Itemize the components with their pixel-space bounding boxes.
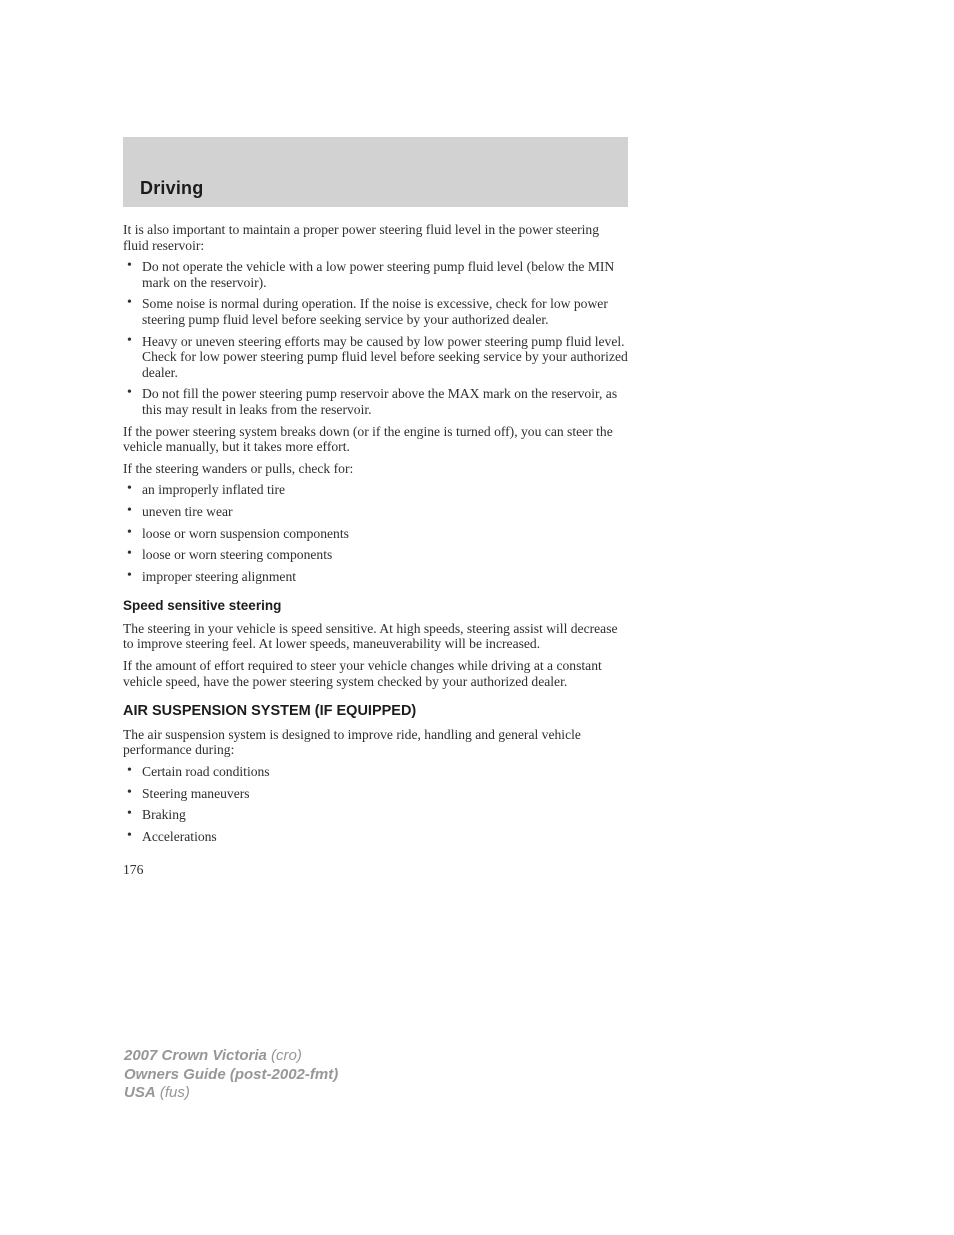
paragraph-breakdown: If the power steering system breaks down (or if the engine is turned off), you can steer the vehicle manually, but it takes more effort. <box>123 423 613 455</box>
bullet-list-wander-causes <box>123 482 628 584</box>
footer-model-code: (cro) <box>271 1047 302 1064</box>
list-item: • an improperly inflated tire <box>123 482 628 498</box>
list-item: • Accelerations <box>123 829 628 845</box>
section-title: Driving <box>140 178 204 198</box>
list-item: • Certain road conditions <box>123 764 628 780</box>
bullet-list-power-steering <box>123 259 628 417</box>
list-item: • loose or worn suspension components <box>123 526 628 542</box>
footer-region-code: (fus) <box>159 1084 190 1102</box>
list-item: • Heavy or uneven steering efforts may be caused by low power steering pump fluid level. Check for low power steering pump fluid level before seeking service by your authorized dealer. <box>123 334 628 381</box>
list-item: • loose or worn steering components <box>123 547 628 563</box>
page-content <box>123 222 628 878</box>
footer-line-model <box>124 1047 338 1066</box>
section-header-bar <box>123 137 628 207</box>
paragraph-wanders: If the steering wanders or pulls, check for: <box>123 460 354 476</box>
paragraph-intro: It is also important to maintain a proper power steering fluid level in the power steering fluid reservoir: <box>123 222 600 253</box>
subheading-speed-sensitive-steering: Speed sensitive steering <box>123 598 282 614</box>
list-item: • Do not fill the power steering pump reservoir above the MAX mark on the reservoir, as this may result in leaks from the reservoir. <box>123 386 628 417</box>
list-item: • Braking <box>123 807 628 823</box>
heading-air-suspension: AIR SUSPENSION SYSTEM (IF EQUIPPED) <box>123 703 417 720</box>
paragraph-speed-2: If the amount of effort required to steer your vehicle changes while driving at a constant vehicle speed, have the power steering system checked by your authorized dealer. <box>123 658 602 689</box>
footer-model-name: 2007 Crown Victoria <box>124 1047 267 1064</box>
footer-publication-info <box>124 1047 338 1103</box>
paragraph-air-suspension: The air suspension system is designed to improve ride, handling and general vehicle performance during: <box>123 726 581 758</box>
footer-guide-name: Owners Guide (post-2002-fmt) <box>124 1065 339 1083</box>
list-item: • uneven tire wear <box>123 504 628 520</box>
footer-line-guide <box>124 1066 338 1085</box>
page-number: 176 <box>123 862 144 878</box>
footer-region-name: USA <box>124 1084 156 1102</box>
list-item: • Steering maneuvers <box>123 786 628 802</box>
bullet-list-air-suspension <box>123 764 628 844</box>
list-item: • improper steering alignment <box>123 569 628 585</box>
footer-line-region <box>124 1084 338 1103</box>
list-item: • Do not operate the vehicle with a low power steering pump fluid level (below the MIN mark on the reservoir). <box>123 259 628 290</box>
list-item: • Some noise is normal during operation. If the noise is excessive, check for low power steering pump fluid level before seeking service by your authorized dealer. <box>123 296 628 327</box>
paragraph-speed-1: The steering in your vehicle is speed sensitive. At high speeds, steering assist will decrease to improve steering feel. At lower speeds, maneuverability will be increased. <box>123 620 618 652</box>
